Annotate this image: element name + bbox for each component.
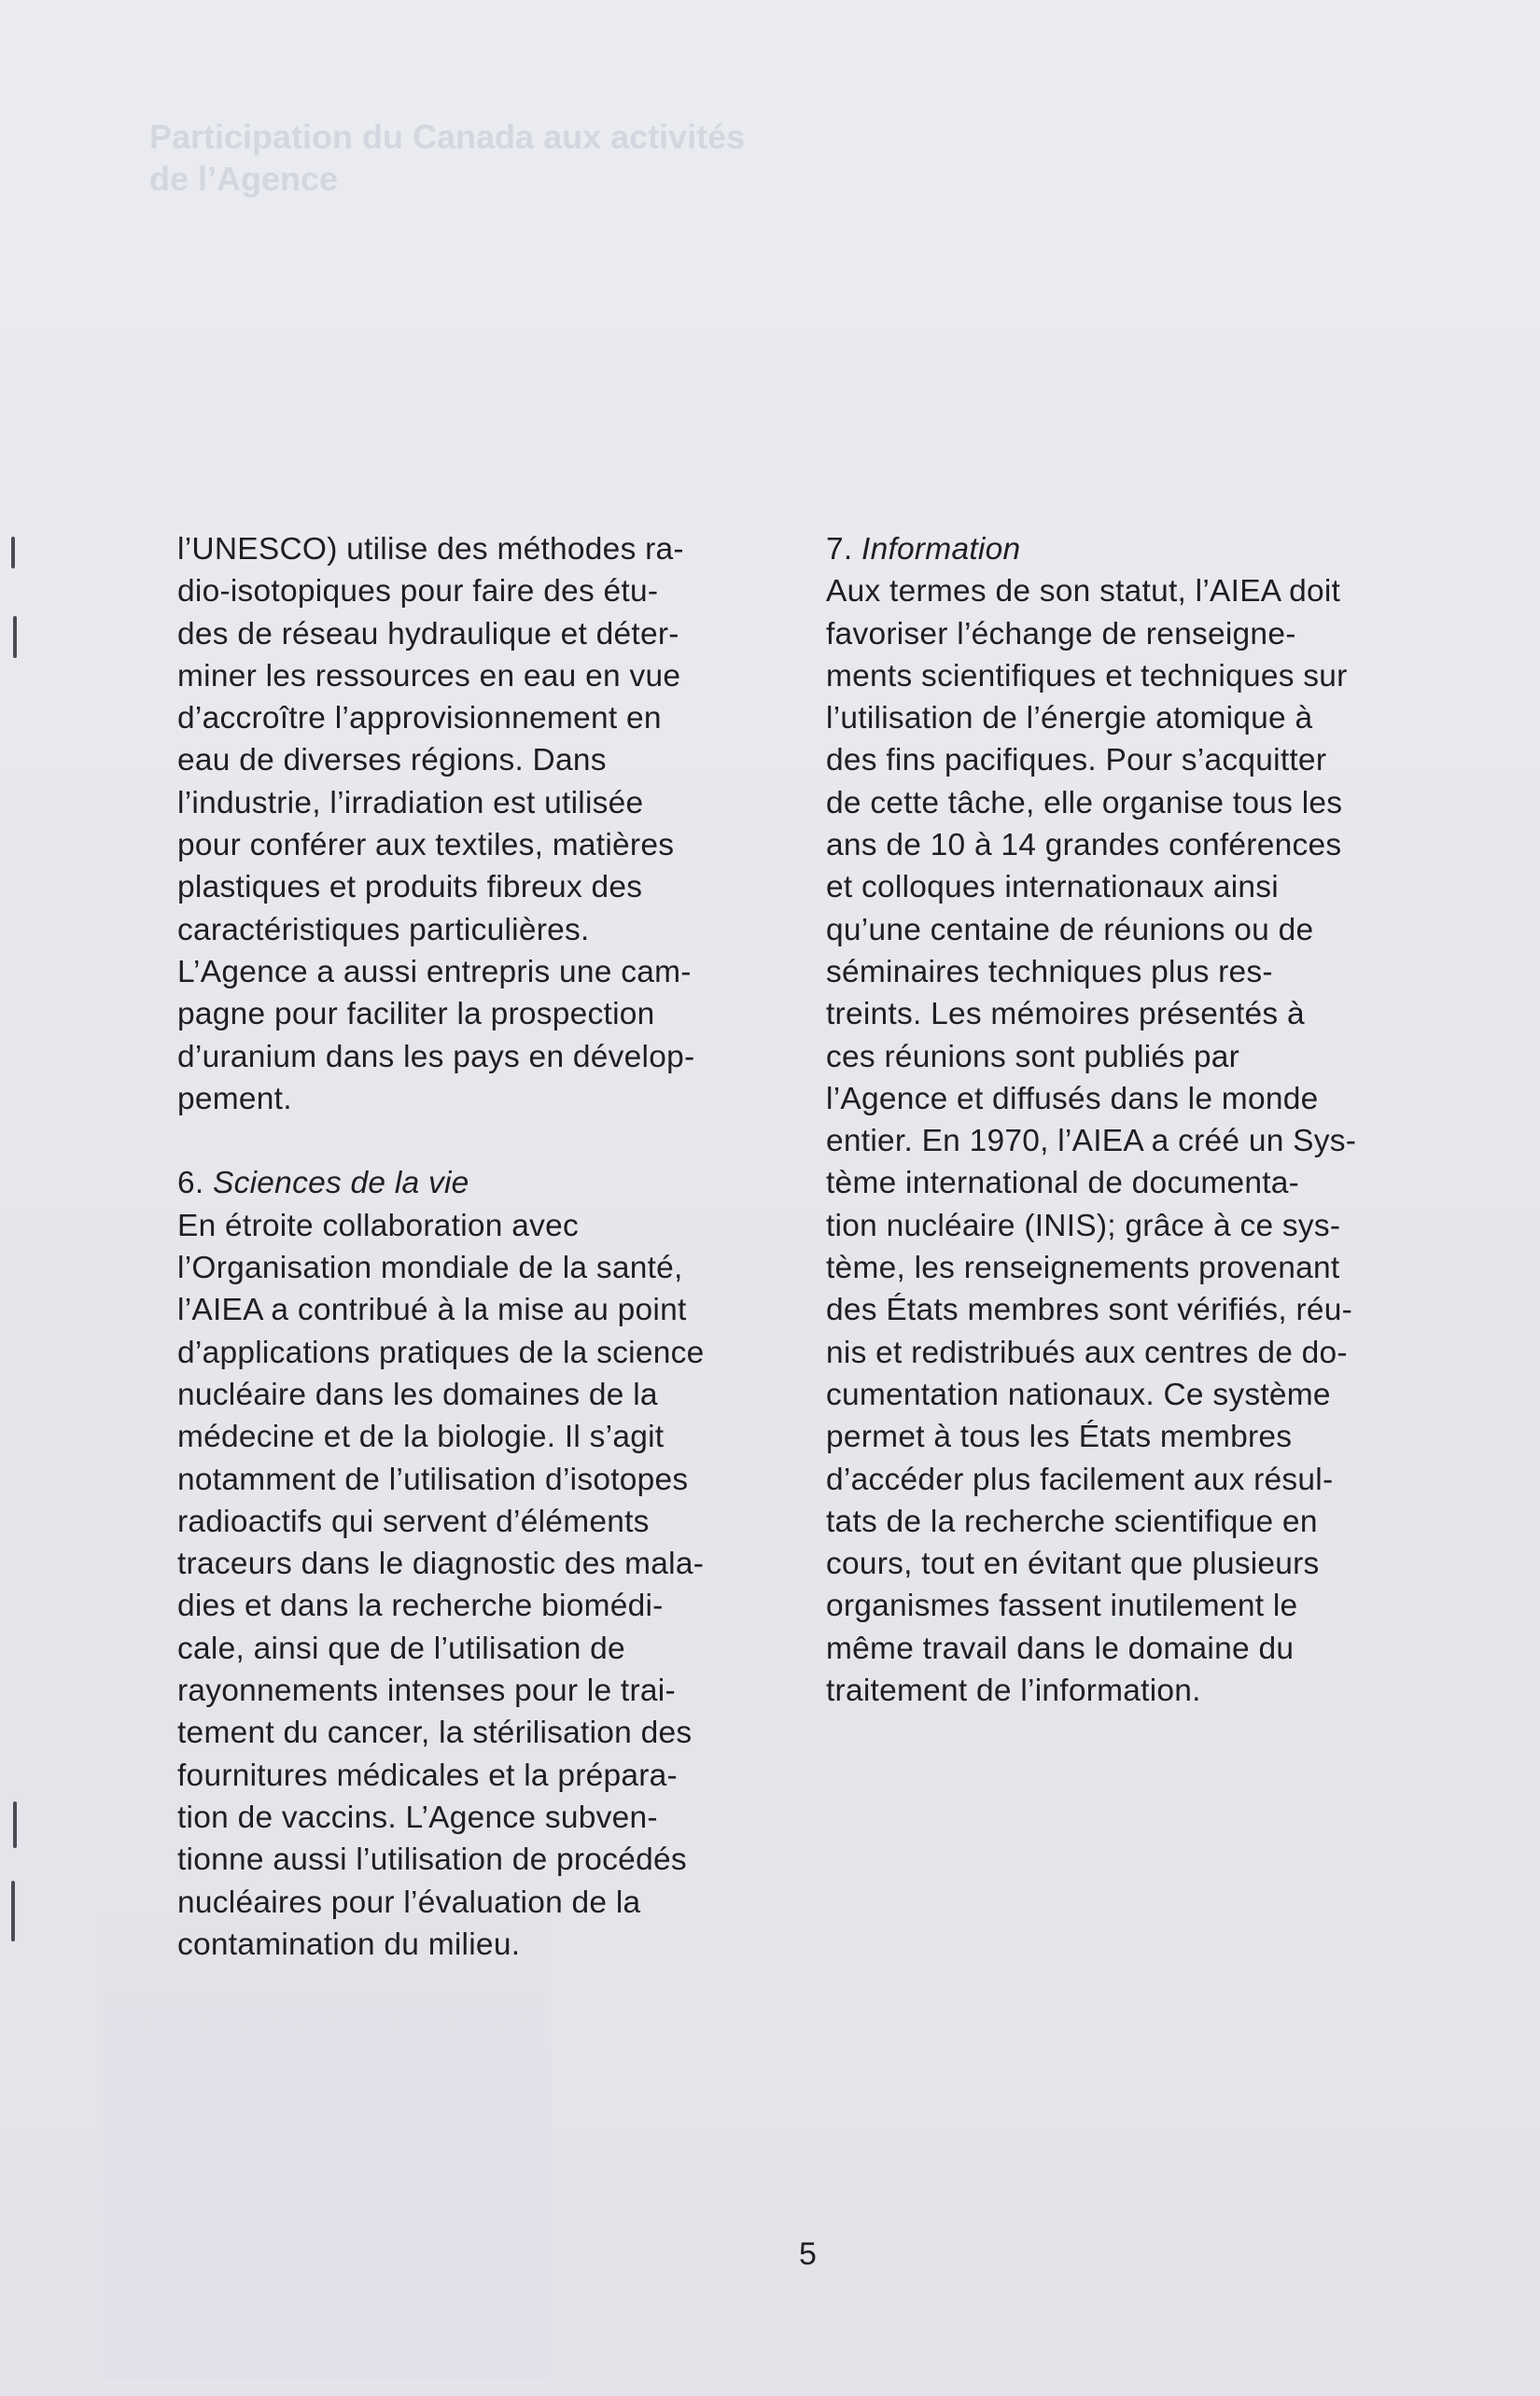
text-line: traitement de l’information.: [826, 1674, 1201, 1709]
text-line: des de réseau hydraulique et déter-: [177, 616, 679, 652]
text-line: nucléaire dans les domaines de la: [177, 1377, 658, 1412]
text-line: de cette tâche, elle organise tous les: [826, 785, 1343, 820]
text-line: d’accéder plus facilement aux résul-: [826, 1462, 1334, 1497]
text-line: l’Agence et diffusés dans le monde: [826, 1081, 1319, 1116]
text-line: contamination du milieu.: [177, 1927, 521, 1962]
text-line: traceurs dans le diagnostic des mala-: [177, 1547, 705, 1582]
text-line: plastiques et produits fibreux des: [177, 870, 643, 905]
text-line: des États membres sont vérifiés, réu-: [826, 1293, 1353, 1328]
section-heading-6: [177, 1162, 812, 1204]
text-line: caractéristiques particulières.: [177, 912, 590, 947]
section-number: 6.: [177, 1166, 204, 1201]
text-line: Aux termes de son statut, l’AIEA doit: [826, 574, 1341, 610]
binding-staple-mark: [11, 537, 15, 568]
text-line: d’accroître l’approvisionnement en: [177, 701, 662, 736]
text-line: médecine et de la biologie. Il s’agit: [177, 1420, 665, 1455]
text-line: cours, tout en évitant que plusieurs: [826, 1547, 1320, 1582]
text-line: L’Agence a aussi entrepris une cam-: [177, 954, 692, 989]
text-line: dio-isotopiques pour faire des étu-: [177, 574, 659, 610]
text-line: pour conférer aux textiles, matières: [177, 828, 675, 863]
bleed-through-shadow: [103, 1913, 551, 2380]
text-line: rayonnements intenses pour le trai-: [177, 1674, 676, 1709]
text-line: l’Organisation mondiale de la santé,: [177, 1251, 683, 1286]
text-line: ces réunions sont publiés par: [826, 1039, 1240, 1074]
text-line: entier. En 1970, l’AIEA a créé un Sys-: [826, 1124, 1357, 1159]
text-line: l’industrie, l’irradiation est utilisée: [177, 785, 644, 820]
section-title: Sciences de la vie: [213, 1166, 469, 1201]
section-number: 7.: [826, 532, 853, 567]
text-line: l’utilisation de l’énergie atomique à: [826, 701, 1313, 736]
section-title: Information: [861, 532, 1021, 567]
text-line: qu’une centaine de réunions ou de: [826, 912, 1314, 947]
text-line: nis et redistribués aux centres de do-: [826, 1335, 1348, 1370]
text-line: pagne pour faciliter la prospection: [177, 997, 655, 1032]
text-line: même travail dans le domaine du: [826, 1631, 1295, 1666]
text-line: tats de la recherche scientifique en: [826, 1504, 1318, 1539]
text-line: miner les ressources en eau en vue: [177, 658, 681, 694]
section-heading-7: [826, 528, 1461, 570]
text-line: dies et dans la recherche biomédi-: [177, 1589, 664, 1624]
text-line: et colloques internationaux ainsi: [826, 870, 1280, 905]
text-line: favoriser l’échange de renseigne-: [826, 616, 1296, 652]
text-line: radioactifs qui servent d’éléments: [177, 1504, 650, 1539]
left-column: [177, 528, 812, 1966]
text-line: l’AIEA a contribué à la mise au point: [177, 1293, 687, 1328]
text-line: fournitures médicales et la prépara-: [177, 1758, 678, 1793]
text-line: d’applications pratiques de la science: [177, 1335, 705, 1370]
text-line: tionne aussi l’utilisation de procédés: [177, 1843, 687, 1878]
text-line: d’uranium dans les pays en dévelop-: [177, 1039, 695, 1074]
text-line: organismes fassent inutilement le: [826, 1589, 1298, 1624]
text-line: cumentation nationaux. Ce système: [826, 1377, 1331, 1412]
text-line: tement du cancer, la stérilisation des: [177, 1716, 693, 1751]
page-number: 5: [799, 2236, 817, 2272]
text-line: notamment de l’utilisation d’isotopes: [177, 1462, 689, 1497]
text-line: tion nucléaire (INIS); grâce à ce sys-: [826, 1208, 1341, 1243]
bleed-through-title: [149, 114, 896, 199]
text-line: permet à tous les États membres: [826, 1420, 1293, 1455]
text-line: tion de vaccins. L’Agence subven-: [177, 1800, 658, 1835]
text-line: cale, ainsi que de l’utilisation de: [177, 1631, 625, 1666]
bleed-title-line: de l’Agence: [149, 160, 339, 199]
paragraph-gap: [177, 1120, 812, 1162]
text-line: tème international de documenta-: [826, 1166, 1300, 1201]
text-line: tème, les renseignements provenant: [826, 1251, 1340, 1286]
right-column: [826, 528, 1461, 1712]
text-line: En étroite collaboration avec: [177, 1208, 579, 1243]
text-line: pement.: [177, 1081, 292, 1116]
text-line: nucléaires pour l’évaluation de la: [177, 1885, 641, 1920]
bleed-title-line: Participation du Canada aux activités: [149, 118, 746, 156]
text-line: ments scientifiques et techniques sur: [826, 658, 1348, 694]
text-line: eau de diverses régions. Dans: [177, 743, 607, 778]
text-line: treints. Les mémoires présentés à: [826, 997, 1305, 1032]
binding-staple-mark: [13, 1801, 17, 1848]
text-line: des fins pacifiques. Pour s’acquitter: [826, 743, 1327, 778]
binding-staple-mark: [13, 616, 17, 658]
text-line: séminaires techniques plus res-: [826, 954, 1273, 989]
text-line: l’UNESCO) utilise des méthodes ra-: [177, 532, 684, 567]
text-line: ans de 10 à 14 grandes conférences: [826, 828, 1342, 863]
binding-staple-mark: [11, 1881, 15, 1941]
